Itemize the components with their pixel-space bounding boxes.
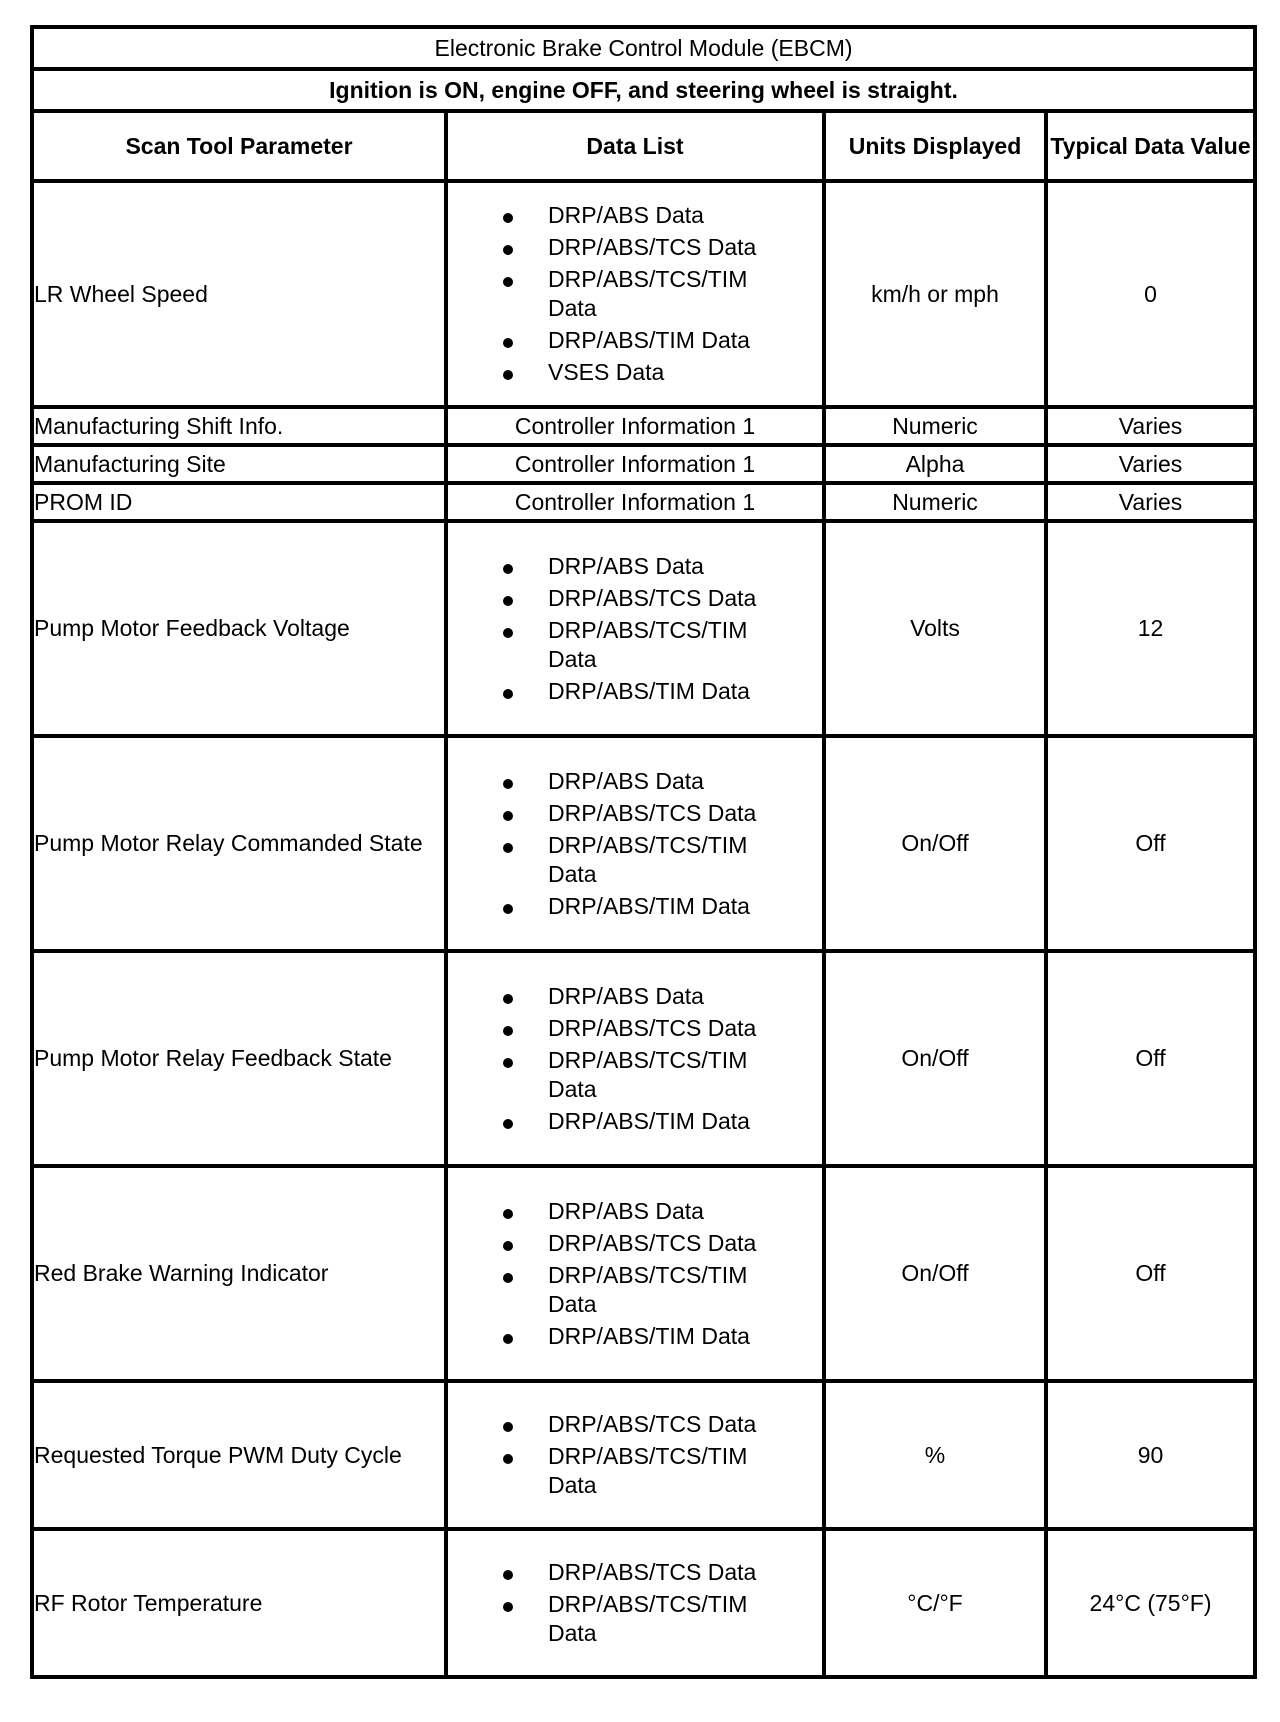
list-item: DRP/ABS Data bbox=[498, 1197, 822, 1226]
data-list-cell: Controller Information 1 bbox=[446, 445, 824, 483]
header-data-list: Data List bbox=[446, 111, 824, 181]
data-list-cell bbox=[446, 736, 824, 951]
value-cell: 90 bbox=[1046, 1381, 1255, 1529]
data-list-cell: Controller Information 1 bbox=[446, 407, 824, 445]
data-list-cell bbox=[446, 1381, 824, 1529]
list-item: DRP/ABS/TCS Data bbox=[498, 1014, 822, 1043]
list-item: DRP/ABS/TCS/TIM Data bbox=[498, 1590, 822, 1648]
list-item: DRP/ABS/TCS Data bbox=[498, 799, 822, 828]
value-cell: Varies bbox=[1046, 483, 1255, 521]
units-cell: km/h or mph bbox=[824, 181, 1046, 407]
data-list-cell bbox=[446, 951, 824, 1166]
list-item: DRP/ABS/TCS/TIM Data bbox=[498, 265, 822, 323]
list-item: DRP/ABS/TCS/TIM Data bbox=[498, 616, 822, 674]
data-list-cell bbox=[446, 1529, 824, 1677]
table-row bbox=[32, 1381, 1255, 1529]
data-list-cell bbox=[446, 521, 824, 736]
units-cell: °C/°F bbox=[824, 1529, 1046, 1677]
list-item: DRP/ABS Data bbox=[498, 552, 822, 581]
table-title: Electronic Brake Control Module (EBCM) bbox=[32, 27, 1255, 69]
list-item: DRP/ABS/TIM Data bbox=[498, 326, 822, 355]
ebcm-data-table bbox=[30, 25, 1257, 1679]
param-cell: LR Wheel Speed bbox=[32, 181, 446, 407]
param-cell: Pump Motor Feedback Voltage bbox=[32, 521, 446, 736]
units-cell: On/Off bbox=[824, 951, 1046, 1166]
value-cell: 24°C (75°F) bbox=[1046, 1529, 1255, 1677]
value-cell: Off bbox=[1046, 736, 1255, 951]
value-cell: 0 bbox=[1046, 181, 1255, 407]
table-row bbox=[32, 736, 1255, 951]
list-item: DRP/ABS Data bbox=[498, 201, 822, 230]
header-units-displayed: Units Displayed bbox=[824, 111, 1046, 181]
table-row bbox=[32, 181, 1255, 407]
param-cell: PROM ID bbox=[32, 483, 446, 521]
value-cell: Off bbox=[1046, 951, 1255, 1166]
table-row bbox=[32, 445, 1255, 483]
list-item: DRP/ABS/TCS/TIM Data bbox=[498, 1261, 822, 1319]
param-cell: Red Brake Warning Indicator bbox=[32, 1166, 446, 1381]
list-item: DRP/ABS/TCS/TIM Data bbox=[498, 831, 822, 889]
units-cell: Numeric bbox=[824, 407, 1046, 445]
units-cell: On/Off bbox=[824, 736, 1046, 951]
list-item: DRP/ABS/TCS Data bbox=[498, 1410, 822, 1439]
units-cell: On/Off bbox=[824, 1166, 1046, 1381]
list-item: DRP/ABS/TCS/TIM Data bbox=[498, 1442, 822, 1500]
value-cell: Varies bbox=[1046, 407, 1255, 445]
data-list-cell: Controller Information 1 bbox=[446, 483, 824, 521]
value-cell: Varies bbox=[1046, 445, 1255, 483]
header-scan-tool-parameter: Scan Tool Parameter bbox=[32, 111, 446, 181]
param-cell: Manufacturing Shift Info. bbox=[32, 407, 446, 445]
list-item: VSES Data bbox=[498, 358, 822, 387]
list-item: DRP/ABS Data bbox=[498, 982, 822, 1011]
param-cell: Pump Motor Relay Feedback State bbox=[32, 951, 446, 1166]
list-item: DRP/ABS Data bbox=[498, 767, 822, 796]
table-row bbox=[32, 951, 1255, 1166]
units-cell: Volts bbox=[824, 521, 1046, 736]
data-list-cell bbox=[446, 181, 824, 407]
list-item: DRP/ABS/TCS Data bbox=[498, 1229, 822, 1258]
param-cell: Manufacturing Site bbox=[32, 445, 446, 483]
header-typical-data-value: Typical Data Value bbox=[1046, 111, 1255, 181]
units-cell: Alpha bbox=[824, 445, 1046, 483]
param-cell: Requested Torque PWM Duty Cycle bbox=[32, 1381, 446, 1529]
value-cell: 12 bbox=[1046, 521, 1255, 736]
param-cell: RF Rotor Temperature bbox=[32, 1529, 446, 1677]
list-item: DRP/ABS/TCS Data bbox=[498, 233, 822, 262]
list-item: DRP/ABS/TIM Data bbox=[498, 1107, 822, 1136]
table-condition: Ignition is ON, engine OFF, and steering wheel is straight. bbox=[32, 69, 1255, 111]
value-cell: Off bbox=[1046, 1166, 1255, 1381]
table-row bbox=[32, 521, 1255, 736]
list-item: DRP/ABS/TIM Data bbox=[498, 892, 822, 921]
list-item: DRP/ABS/TCS Data bbox=[498, 1558, 822, 1587]
table-row bbox=[32, 407, 1255, 445]
table-row bbox=[32, 483, 1255, 521]
list-item: DRP/ABS/TIM Data bbox=[498, 677, 822, 706]
units-cell: Numeric bbox=[824, 483, 1046, 521]
table-row bbox=[32, 1529, 1255, 1677]
table-row bbox=[32, 1166, 1255, 1381]
list-item: DRP/ABS/TCS/TIM Data bbox=[498, 1046, 822, 1104]
list-item: DRP/ABS/TCS Data bbox=[498, 584, 822, 613]
list-item: DRP/ABS/TIM Data bbox=[498, 1322, 822, 1351]
param-cell: Pump Motor Relay Commanded State bbox=[32, 736, 446, 951]
units-cell: % bbox=[824, 1381, 1046, 1529]
data-list-cell bbox=[446, 1166, 824, 1381]
